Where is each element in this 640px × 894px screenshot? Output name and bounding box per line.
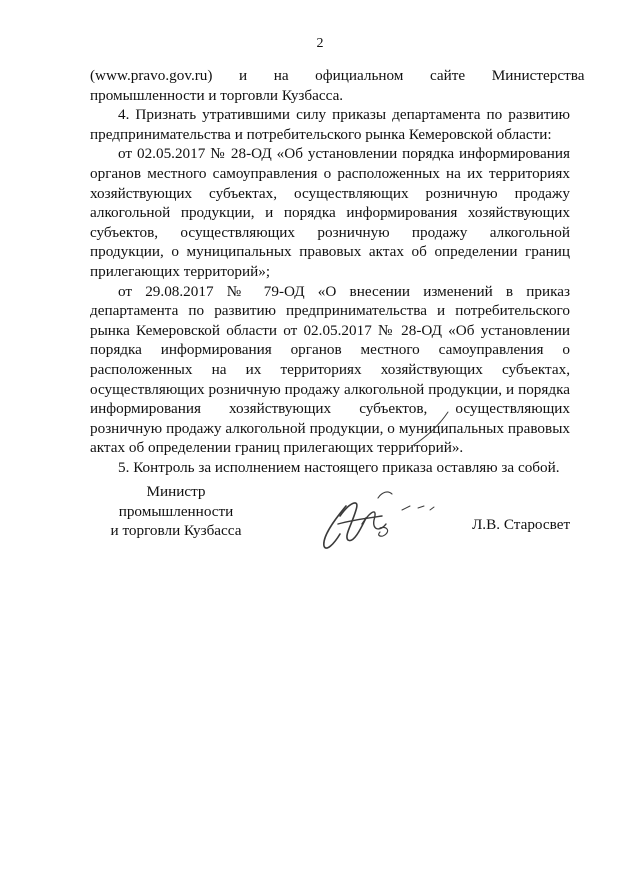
paragraph-continuation-line1: (www.pravo.gov.ru) и на официальном сайте Министерства xyxy=(90,67,585,84)
paragraph-continuation-line2: промышленности и торговли Кузбасса. xyxy=(90,86,344,104)
signatory-title xyxy=(106,482,246,541)
signatory-title-line: промышленности xyxy=(118,502,234,520)
signature-stroke xyxy=(418,506,424,508)
paragraph-order-79-od: от 29.08.2017 № 79-ОД «О внесении изменений в приказ департамента по развитию предпринимательства и потребительского рынка Кемеровской области от 02.05.2017 № 28-ОД «Об установлении порядка информирования органов местного самоуправления о расположенных на их территориях хозяйствующих субъектах, осуществляющих розничную продажу алкогольной продукции, и порядка информирования хозяйствующих субъектов, осуществляющих розничную продажу алкогольной продукции, о муниципальных правовых актах об определении границ прилегающих территорий». xyxy=(90,282,570,457)
signatory-title-line: и торговли Кузбасса xyxy=(110,522,242,540)
page-number: 2 xyxy=(316,36,324,51)
signature-stroke xyxy=(412,412,448,446)
signatory-title-line: Министр xyxy=(146,483,206,500)
signatory-name: Л.В. Старосвет xyxy=(472,516,571,533)
paragraph-item-4: 4. Признать утратившими силу приказы департамента по развитию предпринимательства и потребительского рынка Кемеровской области: xyxy=(90,106,570,143)
signature-stroke xyxy=(402,506,410,510)
paragraph-item-5: 5. Контроль за исполнением настоящего приказа оставляю за собой. xyxy=(118,458,560,476)
signature-stroke xyxy=(378,492,392,498)
paragraph-order-28-od: от 02.05.2017 № 28-ОД «Об установлении порядка информирования органов местного самоуправления о расположенных на их территориях хозяйствующих субъектах, осуществляющих розничную продажу алкогольной продукции, и порядка информирования хозяйствующих субъектов, осуществляющих розничную продажу алкогольной продукции, о муниципальных правовых актах об определении границ прилегающих территорий»; xyxy=(90,145,570,280)
signature-stroke xyxy=(430,507,434,510)
handwritten-signature xyxy=(300,406,470,556)
